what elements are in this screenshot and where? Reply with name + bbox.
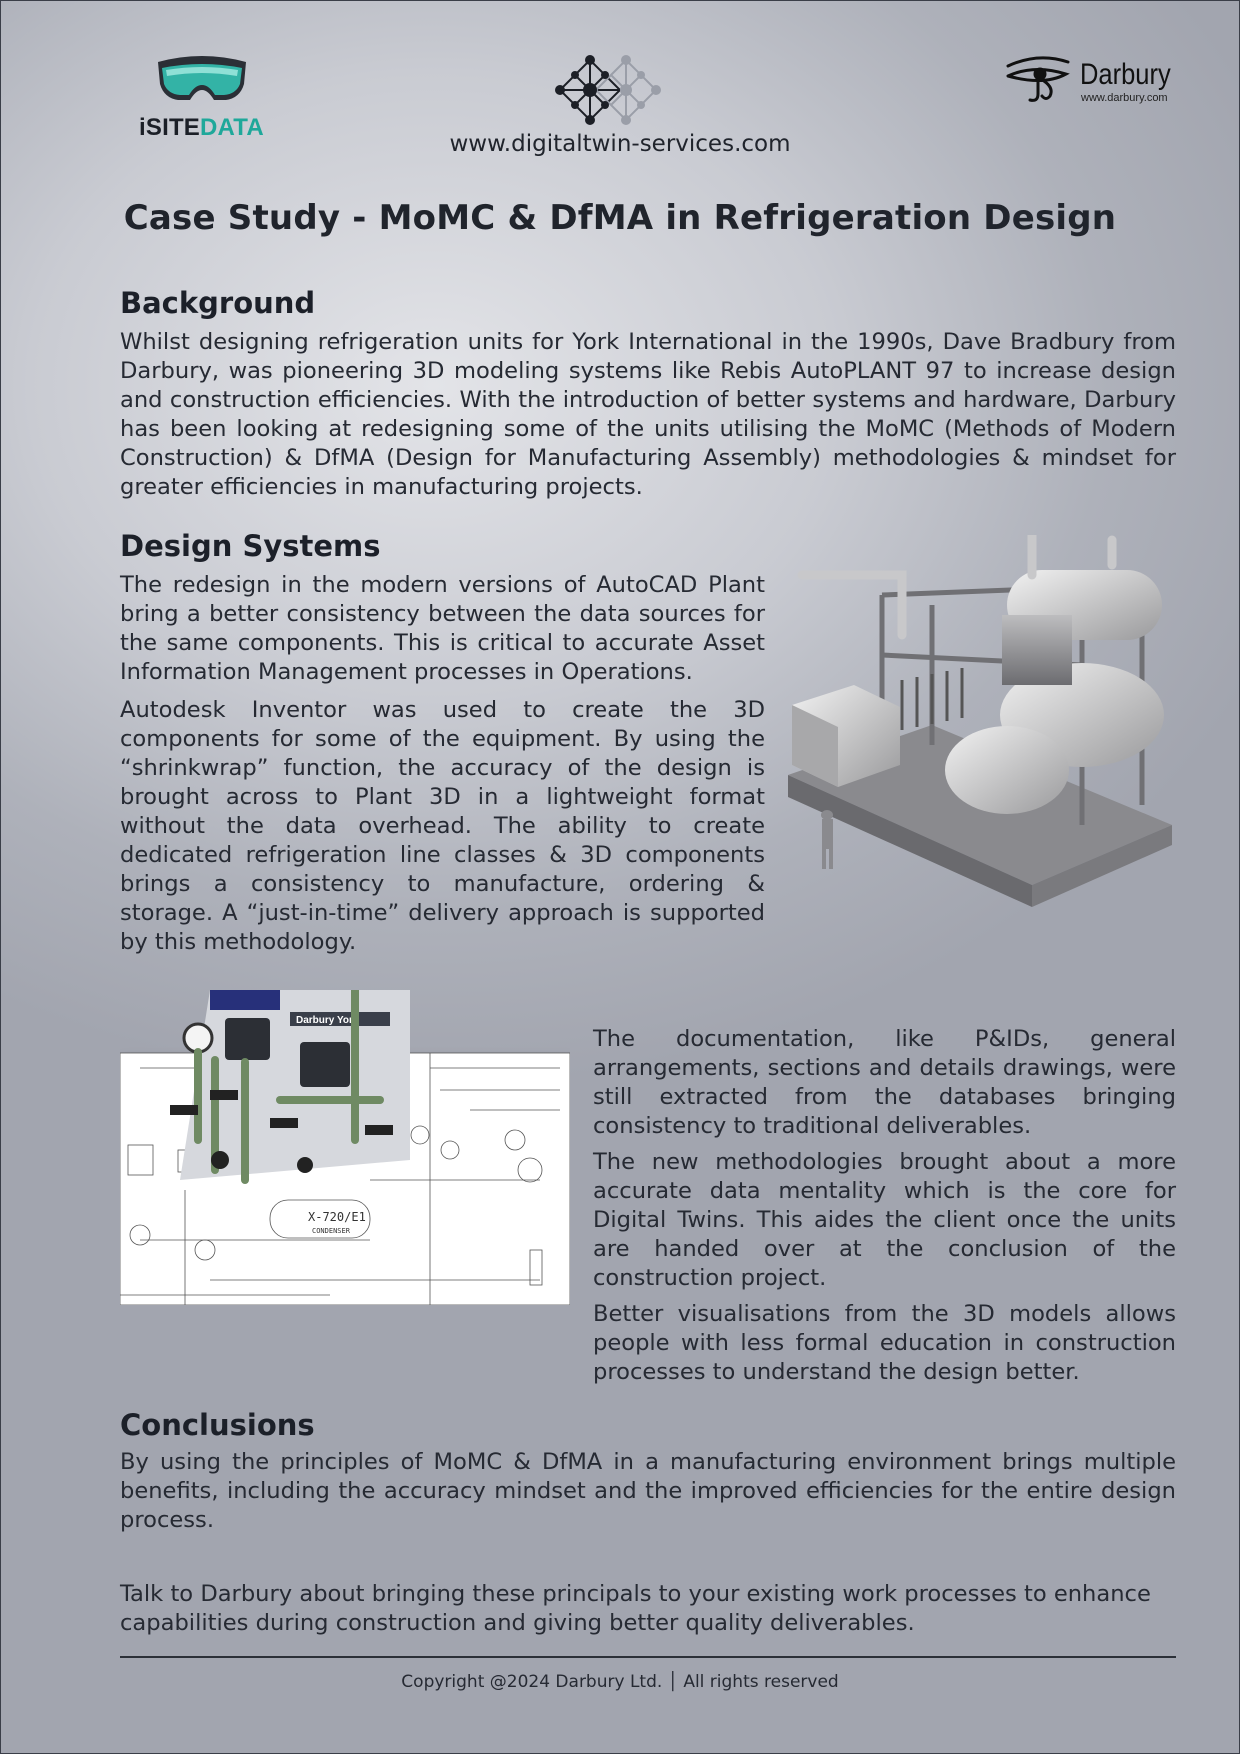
background-text: Whilst designing refrigeration units for York International in the 1990s, Dave Bradbury from Darbury, was pioneering 3D modeling systems like Rebis AutoPLANT 97 to increase design and construction efficiencies. With the introduction of better systems and hardware, Darbury has been looking at redesigning some of the units utilising the MoMC (Methods of Modern Construction) & DfMA (Design for Manufacturing Assembly) methodologies & mindset for greater efficiencies in manufacturing projects. bbox=[120, 329, 1176, 500]
conclusions-text: By using the principles of MoMC & DfMA in a manufacturing environment brings multiple benefits, including the accuracy mindset and the improved efficiencies for the entire design process. bbox=[120, 1449, 1176, 1533]
panel-brand-plate: Darbury York bbox=[296, 1015, 359, 1026]
conclusions-heading: Conclusions bbox=[120, 1408, 315, 1442]
isitedata-wordmark: iSITEDATA bbox=[139, 114, 264, 141]
documentation-para-1: The documentation, like P&IDs, general arrangements, sections and details drawings, were still extracted from the databases bringing consistency to traditional deliverables. bbox=[593, 1026, 1176, 1139]
page-title: Case Study - MoMC & DfMA in Refrigeration Design bbox=[123, 198, 1117, 238]
darbury-url[interactable]: www.darbury.com bbox=[1081, 92, 1168, 104]
darbury-logo bbox=[1004, 54, 1204, 110]
design-systems-para-1: The redesign in the modern versions of AutoCAD Plant bring a better consistency between the data sources for the same components. This is critical to accurate Asset Information Management processes in Operations. bbox=[120, 572, 765, 685]
design-systems-heading: Design Systems bbox=[120, 529, 381, 563]
call-to-action: Talk to Darbury about bringing these principals to your existing work processes to enhance capabilities during construction and giving better quality deliverables. bbox=[120, 1581, 1151, 1636]
copyright-text: Copyright @2024 Darbury Ltd. │ All rights reserved bbox=[401, 1672, 839, 1692]
headset-visor-icon bbox=[152, 54, 252, 106]
documentation-para-2: The new methodologies brought about a more accurate data mentality which is the core for Digital Twins. This aides the client once the units are handed over at the conclusion of the construction project. bbox=[593, 1149, 1176, 1291]
network-diamond-icon bbox=[554, 54, 684, 134]
pid-drawing-with-3d-panel bbox=[120, 990, 570, 1305]
documentation-para-3: Better visualisations from the 3D models allows people with less formal education in construction processes to understand the design better. bbox=[593, 1301, 1176, 1385]
pid-tag-sub: CONDENSER bbox=[312, 1227, 350, 1235]
eye-of-horus-icon bbox=[1004, 54, 1074, 106]
footer-divider bbox=[120, 1656, 1176, 1658]
background-heading: Background bbox=[120, 286, 316, 320]
darbury-wordmark: Darbury bbox=[1080, 58, 1171, 91]
pid-tag: X-720/E1 bbox=[308, 1210, 366, 1224]
website-url[interactable]: www.digitaltwin-services.com bbox=[449, 131, 791, 157]
design-systems-para-2: Autodesk Inventor was used to create the 3D components for some of the equipment. By using the “shrinkwrap” function, the accuracy of the design is brought across to Plant 3D in a lightweight format without the data overhead. The ability to create dedicated refrigeration line classes & 3D components brings a consistency to manufacture, ordering & storage. A “just-in-time” delivery approach is supported by this methodology. bbox=[120, 697, 765, 955]
refrigeration-skid-3d-render bbox=[782, 535, 1178, 910]
